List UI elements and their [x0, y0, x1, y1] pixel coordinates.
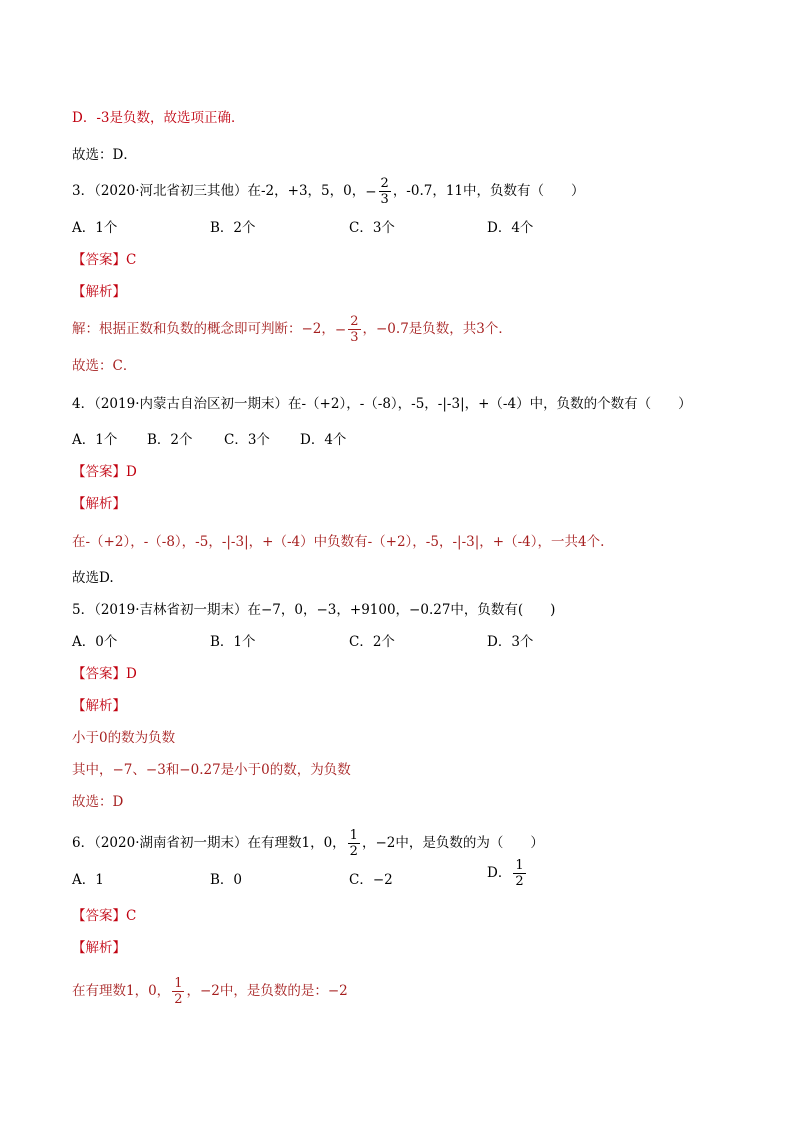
q5-analysis-heading: 【解析】 — [72, 698, 126, 714]
q3-analysis-heading: 【解析】 — [72, 284, 126, 300]
q3-fraction-denominator: 3 — [380, 192, 389, 207]
q6-option-c: C．−2 — [349, 872, 393, 888]
question-6 — [72, 828, 544, 859]
q4-option-a: A．1个 — [72, 432, 118, 448]
q6-option-a: A．1 — [72, 872, 104, 888]
q5-option-a: A．0个 — [72, 634, 118, 650]
q3-suffix: ，-0.7，11中，负数有（ ） — [392, 183, 585, 199]
q4-option-d: D．4个 — [300, 432, 347, 448]
q6-solution-prefix: 在有理数1，0， — [72, 983, 171, 999]
q4-option-c: C．3个 — [224, 432, 270, 448]
q6-answer: 【答案】C — [72, 908, 137, 924]
q3-choose: 故选：C． — [72, 358, 137, 374]
d-option-explanation: D．-3是负数，故选项正确． — [72, 110, 245, 126]
q5-choose: 故选：D — [72, 794, 124, 810]
q6-option-d-numerator: 1 — [515, 858, 524, 873]
q3-solution-fraction — [348, 314, 360, 345]
q6-solution-denominator: 2 — [174, 992, 183, 1007]
q6-analysis-heading: 【解析】 — [72, 940, 126, 956]
q4-option-b: B．2个 — [147, 432, 193, 448]
q4-solution: 在-（+2），-（-8），-5，-|-3|，+（-4）中负数有-（+2），-5，-|-3|，+（-4），一共4个. — [72, 534, 605, 550]
q4-analysis-heading: 【解析】 — [72, 496, 126, 512]
q6-fraction-denominator: 2 — [349, 844, 358, 859]
question-4: 4．（2019·内蒙古自治区初一期末）在-（+2），-（-8），-5，-|-3|，+（-4）中，负数的个数有（ ） — [72, 396, 692, 412]
q3-solution-suffix: ，−0.7是负数，共3个． — [362, 321, 512, 337]
q6-solution-numerator: 1 — [174, 976, 183, 991]
q3-option-b: B．2个 — [210, 220, 256, 236]
q6-solution-fraction — [172, 976, 184, 1007]
q6-option-d-denominator: 2 — [515, 874, 524, 889]
q6-option-d — [487, 858, 528, 889]
q3-solution-negative-sign: − — [334, 321, 347, 338]
q6-solution — [72, 976, 348, 1007]
q3-solution-prefix: 解：根据正数和负数的概念即可判断：−2， — [72, 321, 335, 337]
q3-option-a: A．1个 — [72, 220, 118, 236]
q6-solution-suffix: ，−2中，是负数的是：−2 — [186, 983, 348, 999]
q3-solution — [72, 314, 512, 345]
q3-solution-fraction-denominator: 3 — [350, 330, 359, 345]
q3-solution-fraction-numerator: 2 — [350, 314, 359, 329]
q5-option-d: D．3个 — [487, 634, 534, 650]
question-5: 5．（2019·吉林省初一期末）在−7，0，−3，+9100，−0.27中，负数有( ) — [72, 602, 556, 618]
q3-fraction — [379, 176, 391, 207]
q5-answer: 【答案】D — [72, 666, 137, 682]
q5-option-c: C．2个 — [349, 634, 395, 650]
q6-prefix: 6．（2020·湖南省初一期末）在有理数1，0， — [72, 835, 346, 851]
q3-fraction-numerator: 2 — [380, 176, 389, 191]
q3-option-d: D．4个 — [487, 220, 534, 236]
q5-solution-line-2: 其中，−7、−3和−0.27是小于0的数，为负数 — [72, 762, 351, 778]
q3-answer: 【答案】C — [72, 252, 137, 268]
q5-option-b: B．1个 — [210, 634, 256, 650]
q6-suffix: ，−2中，是负数的为（ ） — [361, 835, 544, 851]
q4-choose: 故选D. — [72, 570, 114, 586]
q6-fraction — [348, 828, 360, 859]
q6-fraction-numerator: 1 — [349, 828, 358, 843]
q5-solution-line-1: 小于0的数为负数 — [72, 730, 176, 746]
q6-option-d-fraction — [513, 858, 525, 889]
q6-option-b: B．0 — [210, 872, 243, 888]
q3-negative-sign: − — [365, 183, 377, 200]
q6-option-d-prefix: D． — [487, 865, 512, 881]
question-3 — [72, 176, 585, 207]
q3-option-c: C．3个 — [349, 220, 395, 236]
q3-prefix: 3．（2020·河北省初三其他）在-2，+3，5，0， — [72, 183, 366, 199]
q4-answer: 【答案】D — [72, 464, 137, 480]
prev-choose-line: 故选：D． — [72, 147, 137, 163]
